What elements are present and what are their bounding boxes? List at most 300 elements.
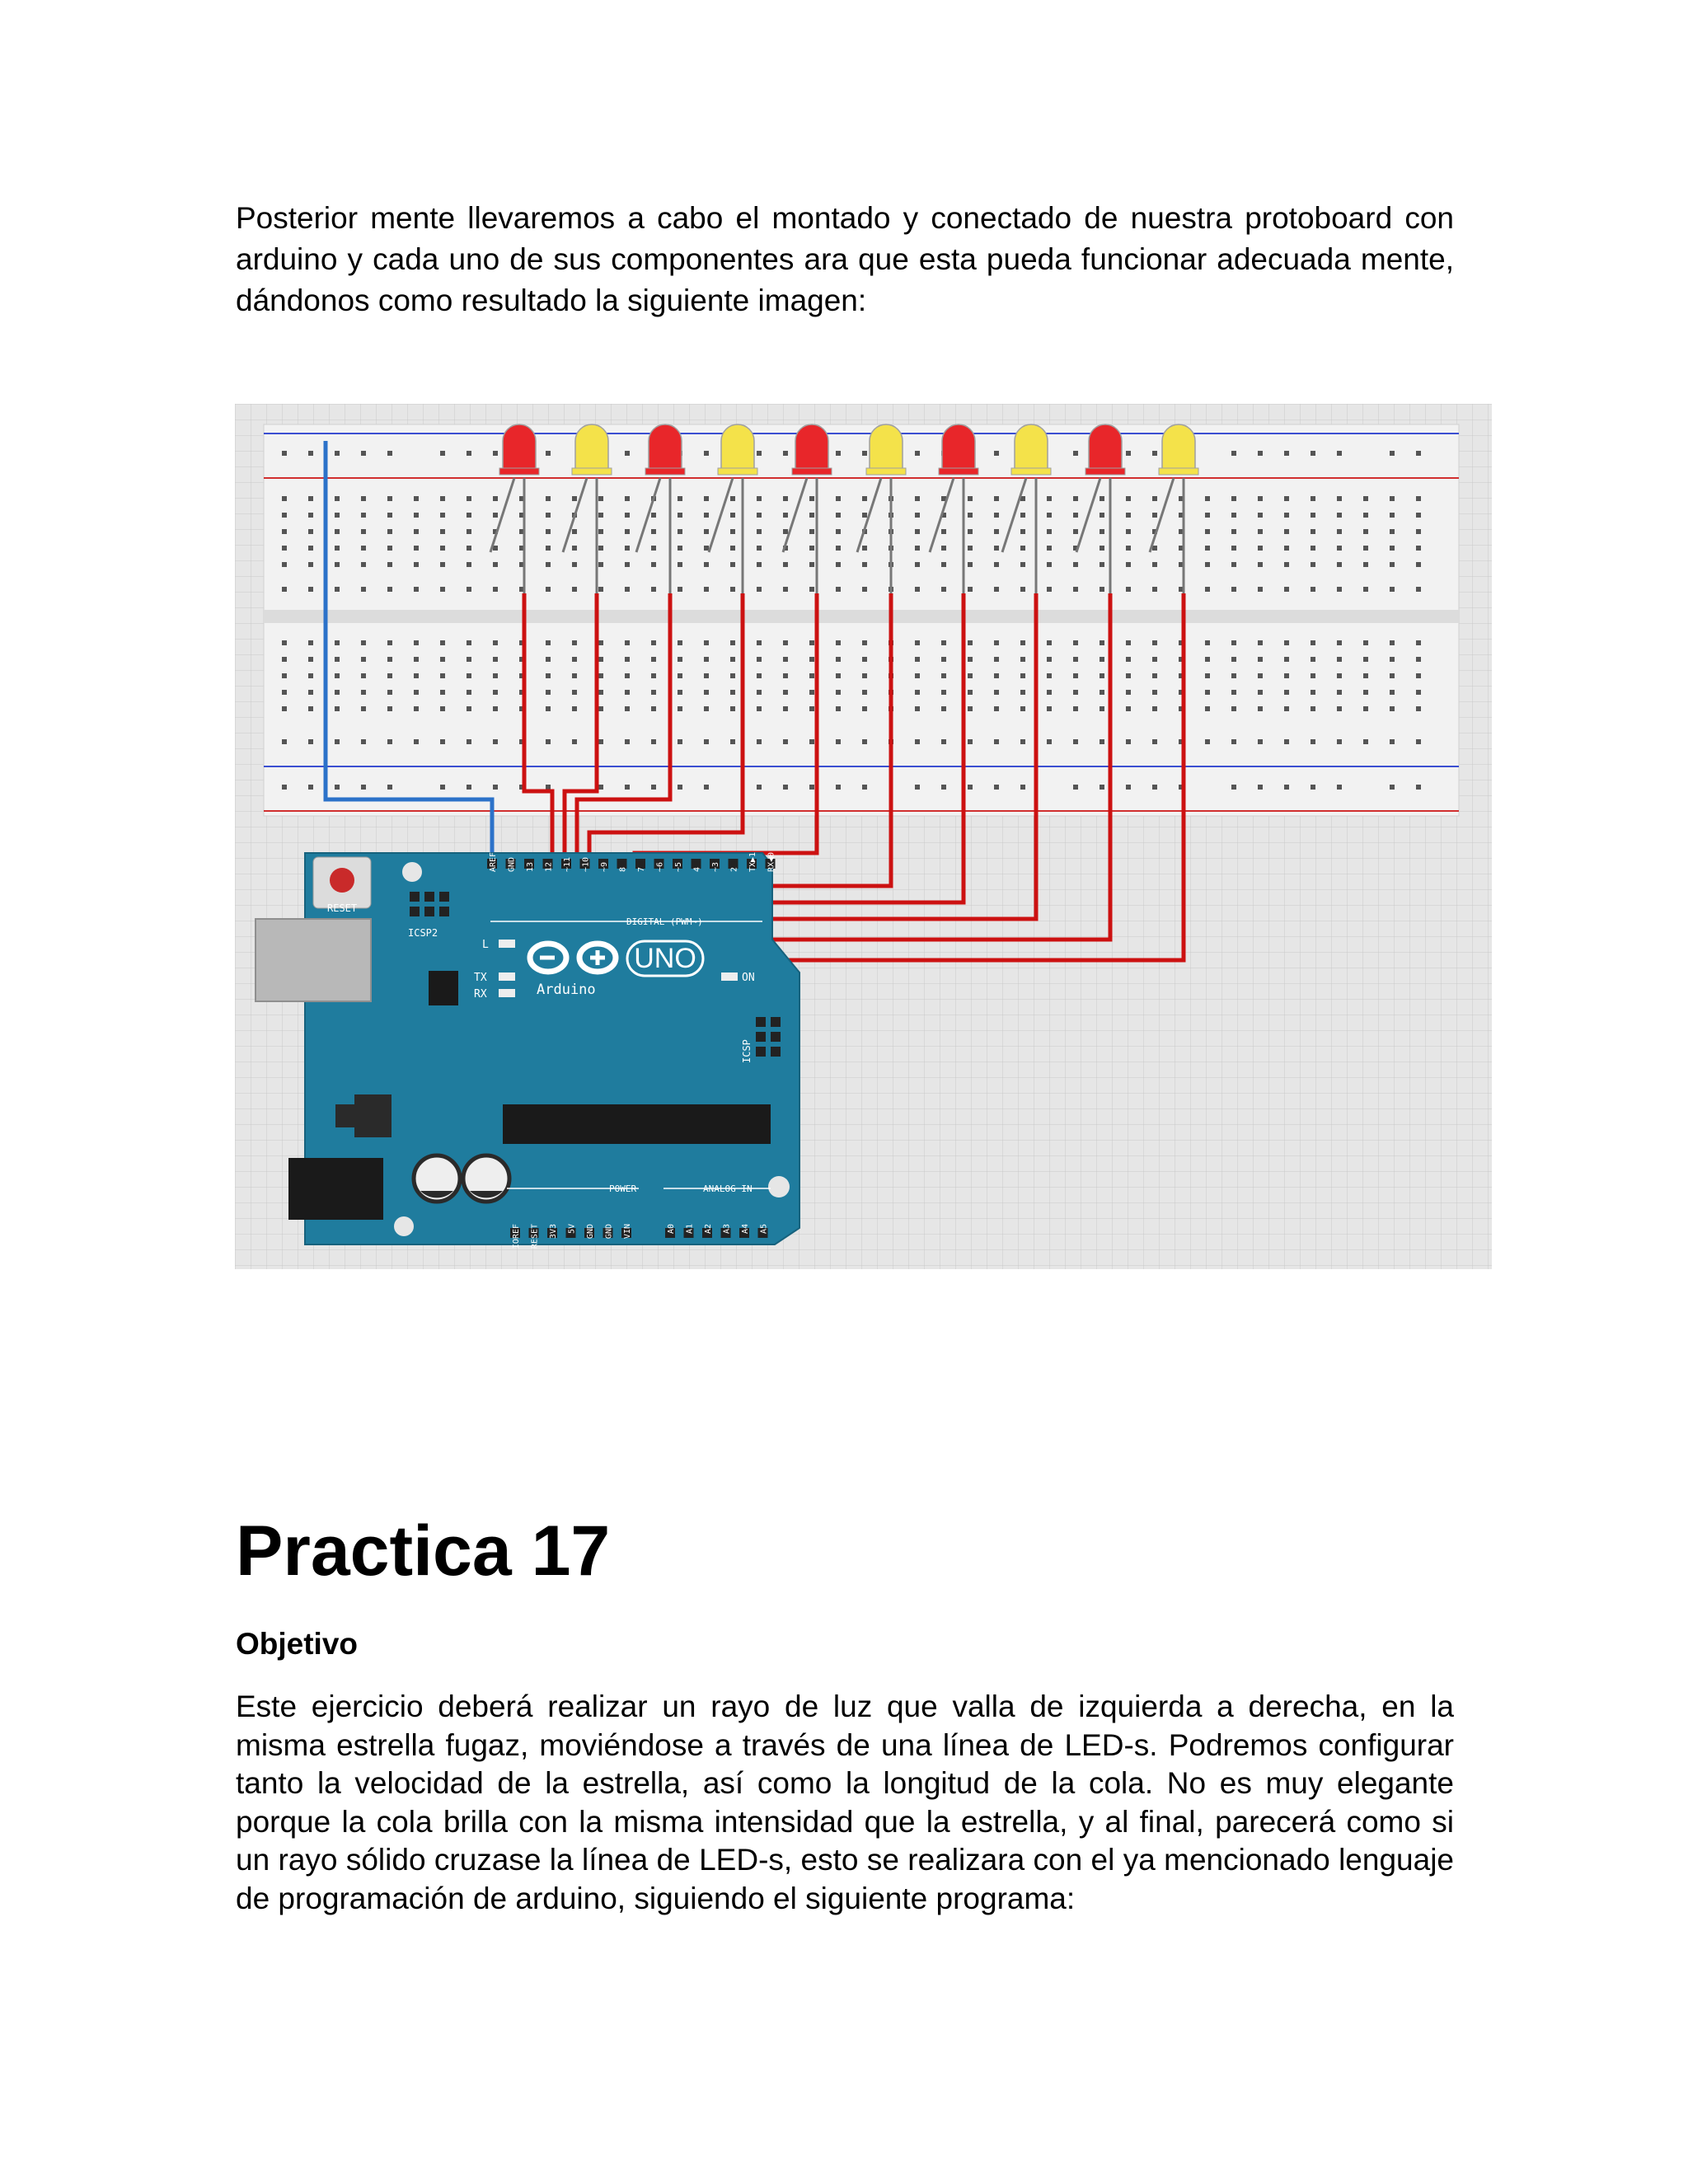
breadboard-hole — [704, 640, 709, 645]
breadboard-hole — [678, 785, 682, 790]
breadboard-hole — [1416, 690, 1421, 695]
breadboard-hole — [493, 451, 498, 456]
breadboard-hole — [282, 706, 287, 711]
breadboard-hole — [1390, 785, 1395, 790]
breadboard-hole — [546, 690, 551, 695]
breadboard-hole — [546, 640, 551, 645]
breadboard-hole — [1311, 529, 1315, 534]
breadboard-hole — [968, 706, 973, 711]
breadboard-hole — [1284, 562, 1289, 567]
breadboard-hole — [1416, 673, 1421, 678]
pin-label: 3V3 — [549, 1224, 558, 1240]
breadboard-hole — [1416, 640, 1421, 645]
breadboard-hole — [1337, 640, 1342, 645]
breadboard-hole — [1390, 706, 1395, 711]
breadboard-hole — [1311, 739, 1315, 744]
breadboard-hole — [440, 690, 445, 695]
breadboard-hole — [1390, 529, 1395, 534]
breadboard-hole — [651, 785, 656, 790]
breadboard-hole — [678, 657, 682, 662]
breadboard-hole — [387, 785, 392, 790]
breadboard-hole — [1126, 673, 1131, 678]
breadboard-hole — [282, 451, 287, 456]
breadboard-hole — [836, 562, 841, 567]
breadboard-hole — [1047, 513, 1052, 518]
breadboard-hole — [1231, 640, 1236, 645]
breadboard-hole — [1126, 587, 1131, 592]
breadboard-hole — [493, 673, 498, 678]
breadboard-hole — [335, 496, 340, 501]
pin-label: 13 — [526, 861, 535, 872]
breadboard-hole — [915, 739, 920, 744]
breadboard-hole — [1258, 706, 1263, 711]
breadboard-hole — [440, 657, 445, 662]
breadboard-hole — [915, 529, 920, 534]
icsp-pin — [771, 1047, 781, 1057]
breadboard-hole — [1231, 562, 1236, 567]
breadboard-hole — [651, 706, 656, 711]
breadboard-hole — [783, 451, 788, 456]
breadboard-hole — [308, 739, 313, 744]
breadboard — [264, 424, 1459, 816]
breadboard-hole — [1363, 529, 1368, 534]
breadboard-hole — [1311, 785, 1315, 790]
breadboard-hole — [809, 690, 814, 695]
breadboard-hole — [915, 451, 920, 456]
breadboard-hole — [1363, 513, 1368, 518]
breadboard-hole — [994, 739, 999, 744]
atmega-chip — [503, 1104, 771, 1144]
breadboard-hole — [572, 640, 577, 645]
breadboard-hole — [757, 451, 762, 456]
breadboard-hole — [1152, 587, 1157, 592]
breadboard-hole — [1020, 546, 1025, 551]
breadboard-hole — [651, 546, 656, 551]
reset-button[interactable] — [330, 868, 354, 893]
breadboard-hole — [1126, 562, 1131, 567]
breadboard-hole — [467, 739, 471, 744]
breadboard-hole — [308, 451, 313, 456]
breadboard-hole — [730, 673, 735, 678]
breadboard-hole — [862, 690, 867, 695]
pin-label: AREF — [489, 851, 498, 872]
icsp2-pin — [410, 892, 420, 902]
breadboard-hole — [387, 529, 392, 534]
intro-paragraph: Posterior mente llevaremos a cabo el montado y conectado de nuestra protoboard con arduino y cada uno de sus componentes ara que esta pueda funcionar adecuada mente, dándonos como resultado la siguiente imagen: — [236, 201, 1454, 317]
breadboard-hole — [783, 673, 788, 678]
breadboard-hole — [1416, 657, 1421, 662]
breadboard-hole — [941, 739, 946, 744]
pin-label: GND — [604, 1224, 614, 1240]
icsp2-pin — [424, 907, 434, 916]
breadboard-hole — [440, 496, 445, 501]
breadboard-hole — [836, 785, 841, 790]
breadboard-hole — [994, 657, 999, 662]
breadboard-hole — [387, 640, 392, 645]
breadboard-hole — [783, 529, 788, 534]
breadboard-hole — [308, 673, 313, 678]
breadboard-hole — [1231, 451, 1236, 456]
breadboard-hole — [678, 529, 682, 534]
breadboard-hole — [1284, 657, 1289, 662]
breadboard-hole — [730, 546, 735, 551]
breadboard-hole — [361, 562, 366, 567]
breadboard-hole — [1284, 496, 1289, 501]
breadboard-hole — [1152, 513, 1157, 518]
breadboard-hole — [1152, 785, 1157, 790]
breadboard-hole — [809, 562, 814, 567]
red-led — [795, 424, 828, 470]
breadboard-hole — [1047, 739, 1052, 744]
breadboard-hole — [1284, 546, 1289, 551]
breadboard-hole — [625, 513, 630, 518]
yellow-led — [1015, 424, 1048, 470]
breadboard-hole — [625, 562, 630, 567]
breadboard-hole — [862, 640, 867, 645]
breadboard-hole — [467, 706, 471, 711]
breadboard-hole — [1020, 513, 1025, 518]
led-base — [866, 468, 906, 475]
breadboard-hole — [651, 529, 656, 534]
pin-label: 5V — [567, 1224, 577, 1235]
uno-label: UNO — [634, 943, 696, 974]
breadboard-hole — [1258, 587, 1263, 592]
breadboard-hole — [493, 739, 498, 744]
breadboard-hole — [1100, 657, 1104, 662]
breadboard-hole — [994, 451, 999, 456]
breadboard-hole — [1337, 673, 1342, 678]
breadboard-hole — [783, 562, 788, 567]
pin-label: A4 — [741, 1224, 750, 1235]
breadboard-hole — [387, 587, 392, 592]
breadboard-hole — [1231, 690, 1236, 695]
breadboard-hole — [493, 690, 498, 695]
breadboard-hole — [1020, 739, 1025, 744]
breadboard-hole — [836, 739, 841, 744]
breadboard-hole — [862, 657, 867, 662]
breadboard-hole — [308, 546, 313, 551]
breadboard-hole — [467, 640, 471, 645]
icsp-pin — [771, 1032, 781, 1042]
breadboard-hole — [783, 587, 788, 592]
breadboard-hole — [1100, 529, 1104, 534]
breadboard-hole — [704, 657, 709, 662]
breadboard-hole — [1284, 690, 1289, 695]
breadboard-hole — [361, 673, 366, 678]
breadboard-hole — [1311, 657, 1315, 662]
breadboard-hole — [862, 451, 867, 456]
breadboard-hole — [704, 562, 709, 567]
breadboard-hole — [1073, 673, 1078, 678]
breadboard-hole — [598, 640, 603, 645]
breadboard-hole — [757, 673, 762, 678]
breadboard-hole — [1390, 657, 1395, 662]
breadboard-hole — [809, 785, 814, 790]
breadboard-hole — [440, 562, 445, 567]
power-label: POWER — [609, 1183, 637, 1194]
breadboard-hole — [1126, 657, 1131, 662]
breadboard-hole — [308, 513, 313, 518]
breadboard-hole — [1390, 513, 1395, 518]
yellow-led — [575, 424, 608, 470]
breadboard-hole — [414, 640, 419, 645]
icsp2-label: ICSP2 — [408, 927, 438, 939]
breadboard-hole — [730, 529, 735, 534]
breadboard-hole — [414, 739, 419, 744]
breadboard-hole — [387, 657, 392, 662]
breadboard-hole — [1100, 785, 1104, 790]
breadboard-hole — [467, 529, 471, 534]
breadboard-hole — [414, 513, 419, 518]
breadboard-hole — [1126, 529, 1131, 534]
breadboard-hole — [968, 673, 973, 678]
breadboard-hole — [625, 640, 630, 645]
breadboard-hole — [361, 706, 366, 711]
analog-label: ANALOG IN — [703, 1183, 753, 1194]
breadboard-hole — [994, 690, 999, 695]
breadboard-hole — [941, 529, 946, 534]
breadboard-hole — [387, 562, 392, 567]
breadboard-hole — [440, 587, 445, 592]
breadboard-hole — [361, 451, 366, 456]
breadboard-hole — [1311, 690, 1315, 695]
breadboard-hole — [625, 706, 630, 711]
breadboard-hole — [651, 739, 656, 744]
pin-label: A5 — [759, 1224, 769, 1235]
breadboard-hole — [1337, 513, 1342, 518]
breadboard-hole — [757, 785, 762, 790]
breadboard-hole — [1416, 496, 1421, 501]
breadboard-hole — [1073, 562, 1078, 567]
breadboard-hole — [730, 739, 735, 744]
breadboard-hole — [915, 785, 920, 790]
led-tx-label: TX — [474, 972, 487, 984]
breadboard-hole — [1390, 690, 1395, 695]
breadboard-hole — [704, 739, 709, 744]
breadboard-hole — [572, 673, 577, 678]
breadboard-hole — [704, 690, 709, 695]
breadboard-hole — [1231, 673, 1236, 678]
breadboard-hole — [836, 673, 841, 678]
subsection-title: Objetivo — [236, 1627, 359, 1661]
power-jack — [288, 1158, 383, 1220]
breadboard-hole — [387, 739, 392, 744]
breadboard-hole — [678, 640, 682, 645]
breadboard-hole — [493, 546, 498, 551]
breadboard-hole — [414, 587, 419, 592]
pin-label: 7 — [637, 866, 646, 872]
pin-label: ~5 — [674, 861, 683, 872]
breadboard-hole — [809, 496, 814, 501]
breadboard-hole — [783, 657, 788, 662]
breadboard-hole — [994, 640, 999, 645]
breadboard-hole — [1205, 562, 1210, 567]
breadboard-hole — [335, 546, 340, 551]
breadboard-hole — [1311, 451, 1315, 456]
breadboard-hole — [730, 706, 735, 711]
led-base — [572, 468, 612, 475]
breadboard-hole — [1073, 587, 1078, 592]
breadboard-hole — [809, 640, 814, 645]
breadboard-hole — [1152, 562, 1157, 567]
breadboard-hole — [467, 690, 471, 695]
breadboard-hole — [335, 690, 340, 695]
breadboard-hole — [1020, 562, 1025, 567]
breadboard-hole — [1258, 562, 1263, 567]
breadboard-hole — [941, 657, 946, 662]
red-led — [942, 424, 975, 470]
breadboard-hole — [1047, 673, 1052, 678]
breadboard-hole — [625, 785, 630, 790]
breadboard-hole — [757, 529, 762, 534]
breadboard-hole — [335, 640, 340, 645]
breadboard-hole — [915, 673, 920, 678]
breadboard-hole — [546, 706, 551, 711]
breadboard-hole — [335, 562, 340, 567]
breadboard-hole — [651, 657, 656, 662]
breadboard-hole — [678, 513, 682, 518]
breadboard-hole — [440, 640, 445, 645]
breadboard-hole — [836, 657, 841, 662]
breadboard-hole — [941, 640, 946, 645]
breadboard-hole — [414, 706, 419, 711]
breadboard-hole — [1100, 640, 1104, 645]
breadboard-hole — [836, 587, 841, 592]
breadboard-hole — [1337, 546, 1342, 551]
breadboard-hole — [414, 657, 419, 662]
breadboard-hole — [1100, 496, 1104, 501]
breadboard-hole — [915, 546, 920, 551]
breadboard-hole — [1126, 640, 1131, 645]
breadboard-hole — [1311, 640, 1315, 645]
breadboard-hole — [994, 513, 999, 518]
breadboard-hole — [836, 451, 841, 456]
breadboard-hole — [572, 739, 577, 744]
breadboard-hole — [282, 640, 287, 645]
breadboard-hole — [546, 529, 551, 534]
breadboard-hole — [598, 673, 603, 678]
pin-label: TX▶1 — [748, 851, 757, 872]
breadboard-hole — [757, 739, 762, 744]
breadboard-hole — [282, 529, 287, 534]
breadboard-hole — [809, 739, 814, 744]
breadboard-hole — [1020, 529, 1025, 534]
breadboard-hole — [968, 587, 973, 592]
breadboard-hole — [994, 546, 999, 551]
led-base — [939, 468, 978, 475]
breadboard-hole — [651, 587, 656, 592]
breadboard-hole — [915, 562, 920, 567]
breadboard-hole — [651, 513, 656, 518]
breadboard-hole — [1337, 657, 1342, 662]
breadboard-hole — [361, 785, 366, 790]
breadboard-hole — [1311, 513, 1315, 518]
breadboard-hole — [361, 513, 366, 518]
breadboard-hole — [1047, 529, 1052, 534]
breadboard-hole — [1258, 513, 1263, 518]
breadboard-hole — [387, 690, 392, 695]
breadboard-hole — [1020, 785, 1025, 790]
breadboard-hole — [862, 496, 867, 501]
breadboard-hole — [968, 562, 973, 567]
breadboard-hole — [1258, 496, 1263, 501]
breadboard-hole — [1416, 529, 1421, 534]
breadboard-hole — [678, 739, 682, 744]
breadboard-hole — [546, 546, 551, 551]
breadboard-hole — [625, 673, 630, 678]
breadboard-hole — [994, 673, 999, 678]
breadboard-hole — [730, 690, 735, 695]
breadboard-hole — [1073, 513, 1078, 518]
breadboard-hole — [1047, 546, 1052, 551]
breadboard-hole — [704, 706, 709, 711]
breadboard-hole — [282, 496, 287, 501]
pin-label: ~10 — [581, 856, 591, 872]
breadboard-hole — [809, 513, 814, 518]
breadboard-hole — [941, 546, 946, 551]
breadboard-hole — [1205, 690, 1210, 695]
breadboard-hole — [1258, 546, 1263, 551]
breadboard-hole — [1020, 640, 1025, 645]
breadboard-hole — [1363, 739, 1368, 744]
breadboard-hole — [1020, 690, 1025, 695]
breadboard-hole — [757, 562, 762, 567]
breadboard-hole — [809, 587, 814, 592]
breadboard-hole — [1416, 739, 1421, 744]
breadboard-hole — [387, 496, 392, 501]
breadboard-hole — [361, 546, 366, 551]
yellow-led — [721, 424, 754, 470]
breadboard-hole — [572, 562, 577, 567]
pin-label: ~11 — [563, 856, 572, 872]
breadboard-hole — [1205, 706, 1210, 711]
breadboard-hole — [1311, 562, 1315, 567]
breadboard-hole — [704, 513, 709, 518]
led-l-label: L — [482, 939, 489, 951]
icsp2-pin — [424, 892, 434, 902]
breadboard-hole — [757, 640, 762, 645]
breadboard-hole — [1020, 706, 1025, 711]
breadboard-hole — [1258, 451, 1263, 456]
breadboard-hole — [941, 562, 946, 567]
breadboard-hole — [1337, 529, 1342, 534]
breadboard-hole — [783, 690, 788, 695]
breadboard-hole — [625, 657, 630, 662]
breadboard-hole — [757, 706, 762, 711]
icsp2-pin — [439, 907, 449, 916]
breadboard-hole — [467, 673, 471, 678]
breadboard-hole — [308, 587, 313, 592]
breadboard-hole — [282, 513, 287, 518]
pin-label: ~3 — [711, 861, 720, 872]
breadboard-hole — [1416, 562, 1421, 567]
led-base — [499, 468, 539, 475]
breadboard-hole — [1073, 690, 1078, 695]
pin-label: 12 — [544, 861, 554, 872]
breadboard-hole — [1311, 496, 1315, 501]
breadboard-hole — [757, 657, 762, 662]
breadboard-hole — [1100, 739, 1104, 744]
breadboard-hole — [1205, 496, 1210, 501]
breadboard-hole — [387, 451, 392, 456]
breadboard-hole — [1311, 546, 1315, 551]
breadboard-hole — [1020, 673, 1025, 678]
breadboard-hole — [915, 513, 920, 518]
breadboard-hole — [704, 496, 709, 501]
breadboard-hole — [361, 529, 366, 534]
breadboard-hole — [1047, 562, 1052, 567]
breadboard-hole — [1073, 706, 1078, 711]
